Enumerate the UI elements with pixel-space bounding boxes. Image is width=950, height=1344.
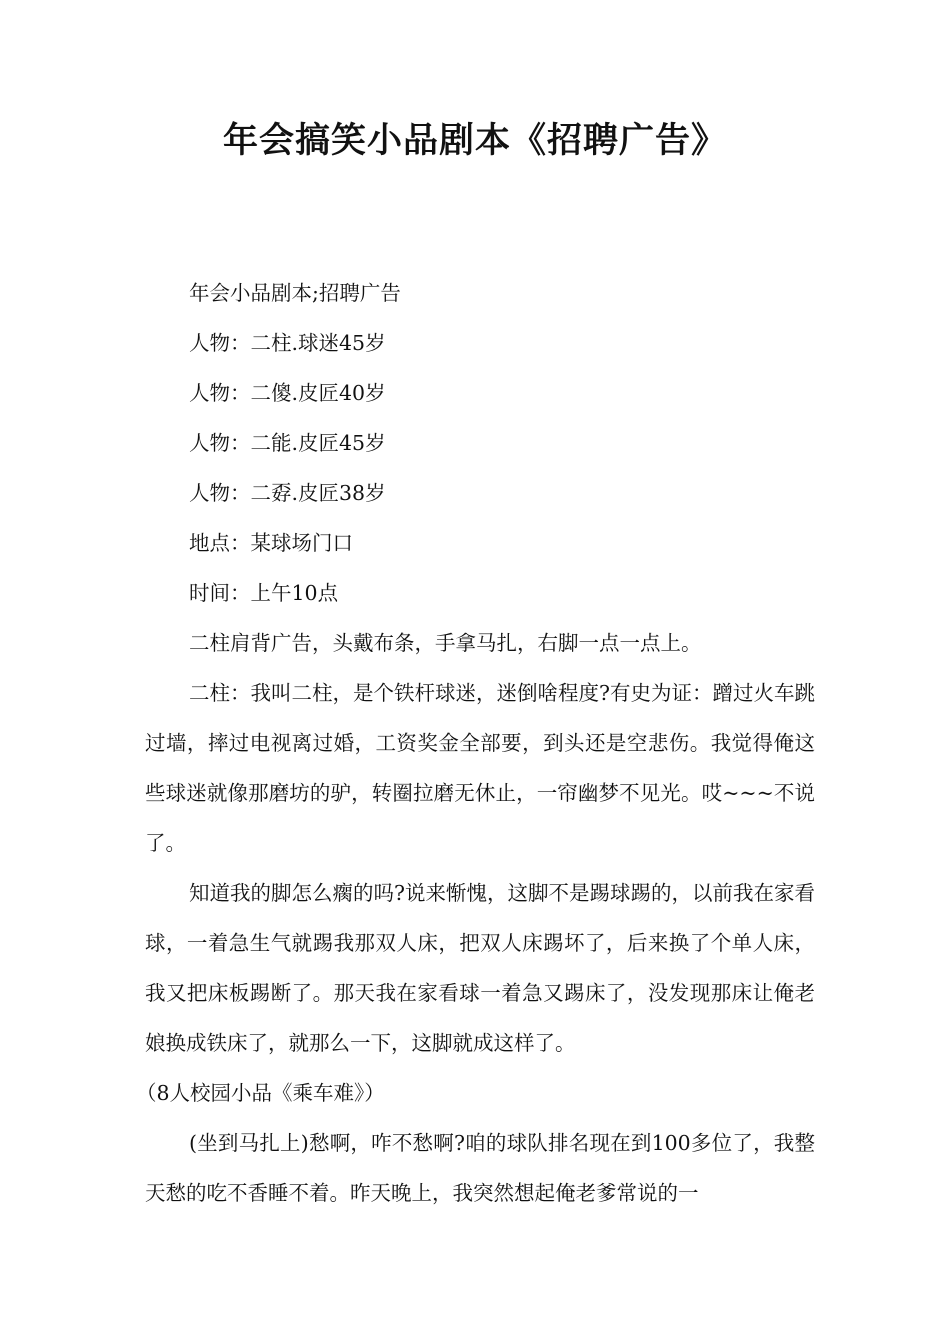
document-body bbox=[136, 268, 815, 1218]
character-erneng: 人物：二能.皮匠45岁 bbox=[189, 431, 386, 455]
character-ernao: 人物：二孬.皮匠38岁 bbox=[189, 481, 386, 505]
stage-direction: 二柱肩背广告，头戴布条，手拿马扎，右脚一点一点上。 bbox=[189, 631, 702, 655]
character-ersha: 人物：二傻.皮匠40岁 bbox=[189, 381, 386, 405]
continuation-paragraph: (坐到马扎上)愁啊，咋不愁啊?咱的球队排名现在到100多位了，我整天愁的吃不香睡不着。昨天晚上，我突然想起俺老爹常说的一 bbox=[145, 1131, 815, 1205]
script-title-line: 年会小品剧本;招聘广告 bbox=[189, 281, 401, 305]
related-note: （8人校园小品《乘车难》） bbox=[136, 1081, 385, 1105]
time-line: 时间：上午10点 bbox=[189, 581, 339, 605]
document-title: 年会搞笑小品剧本《招聘广告》 bbox=[222, 120, 727, 161]
foot-story-paragraph: 知道我的脚怎么瘸的吗?说来惭愧，这脚不是踢球踢的，以前我在家看球，一着急生气就踢我那双人床，把双人床踢坏了，后来换了个单人床，我又把床板踢断了。那天我在家看球一着急又踢床了，没发现那床让俺老娘换成铁床了，就那么一下，这脚就成这样了。 bbox=[145, 881, 815, 1055]
erzhu-monologue: 二柱：我叫二柱，是个铁杆球迷，迷倒啥程度?有史为证：蹭过火车跳过墙，摔过电视离过婚，工资奖金全部要，到头还是空悲伤。我觉得俺这些球迷就像那磨坊的驴，转圈拉磨无休止，一帘幽梦不见光。哎~~~不说了。 bbox=[145, 681, 815, 855]
character-erzhu: 人物：二柱.球迷45岁 bbox=[189, 331, 386, 355]
location-line: 地点：某球场门口 bbox=[189, 531, 353, 555]
